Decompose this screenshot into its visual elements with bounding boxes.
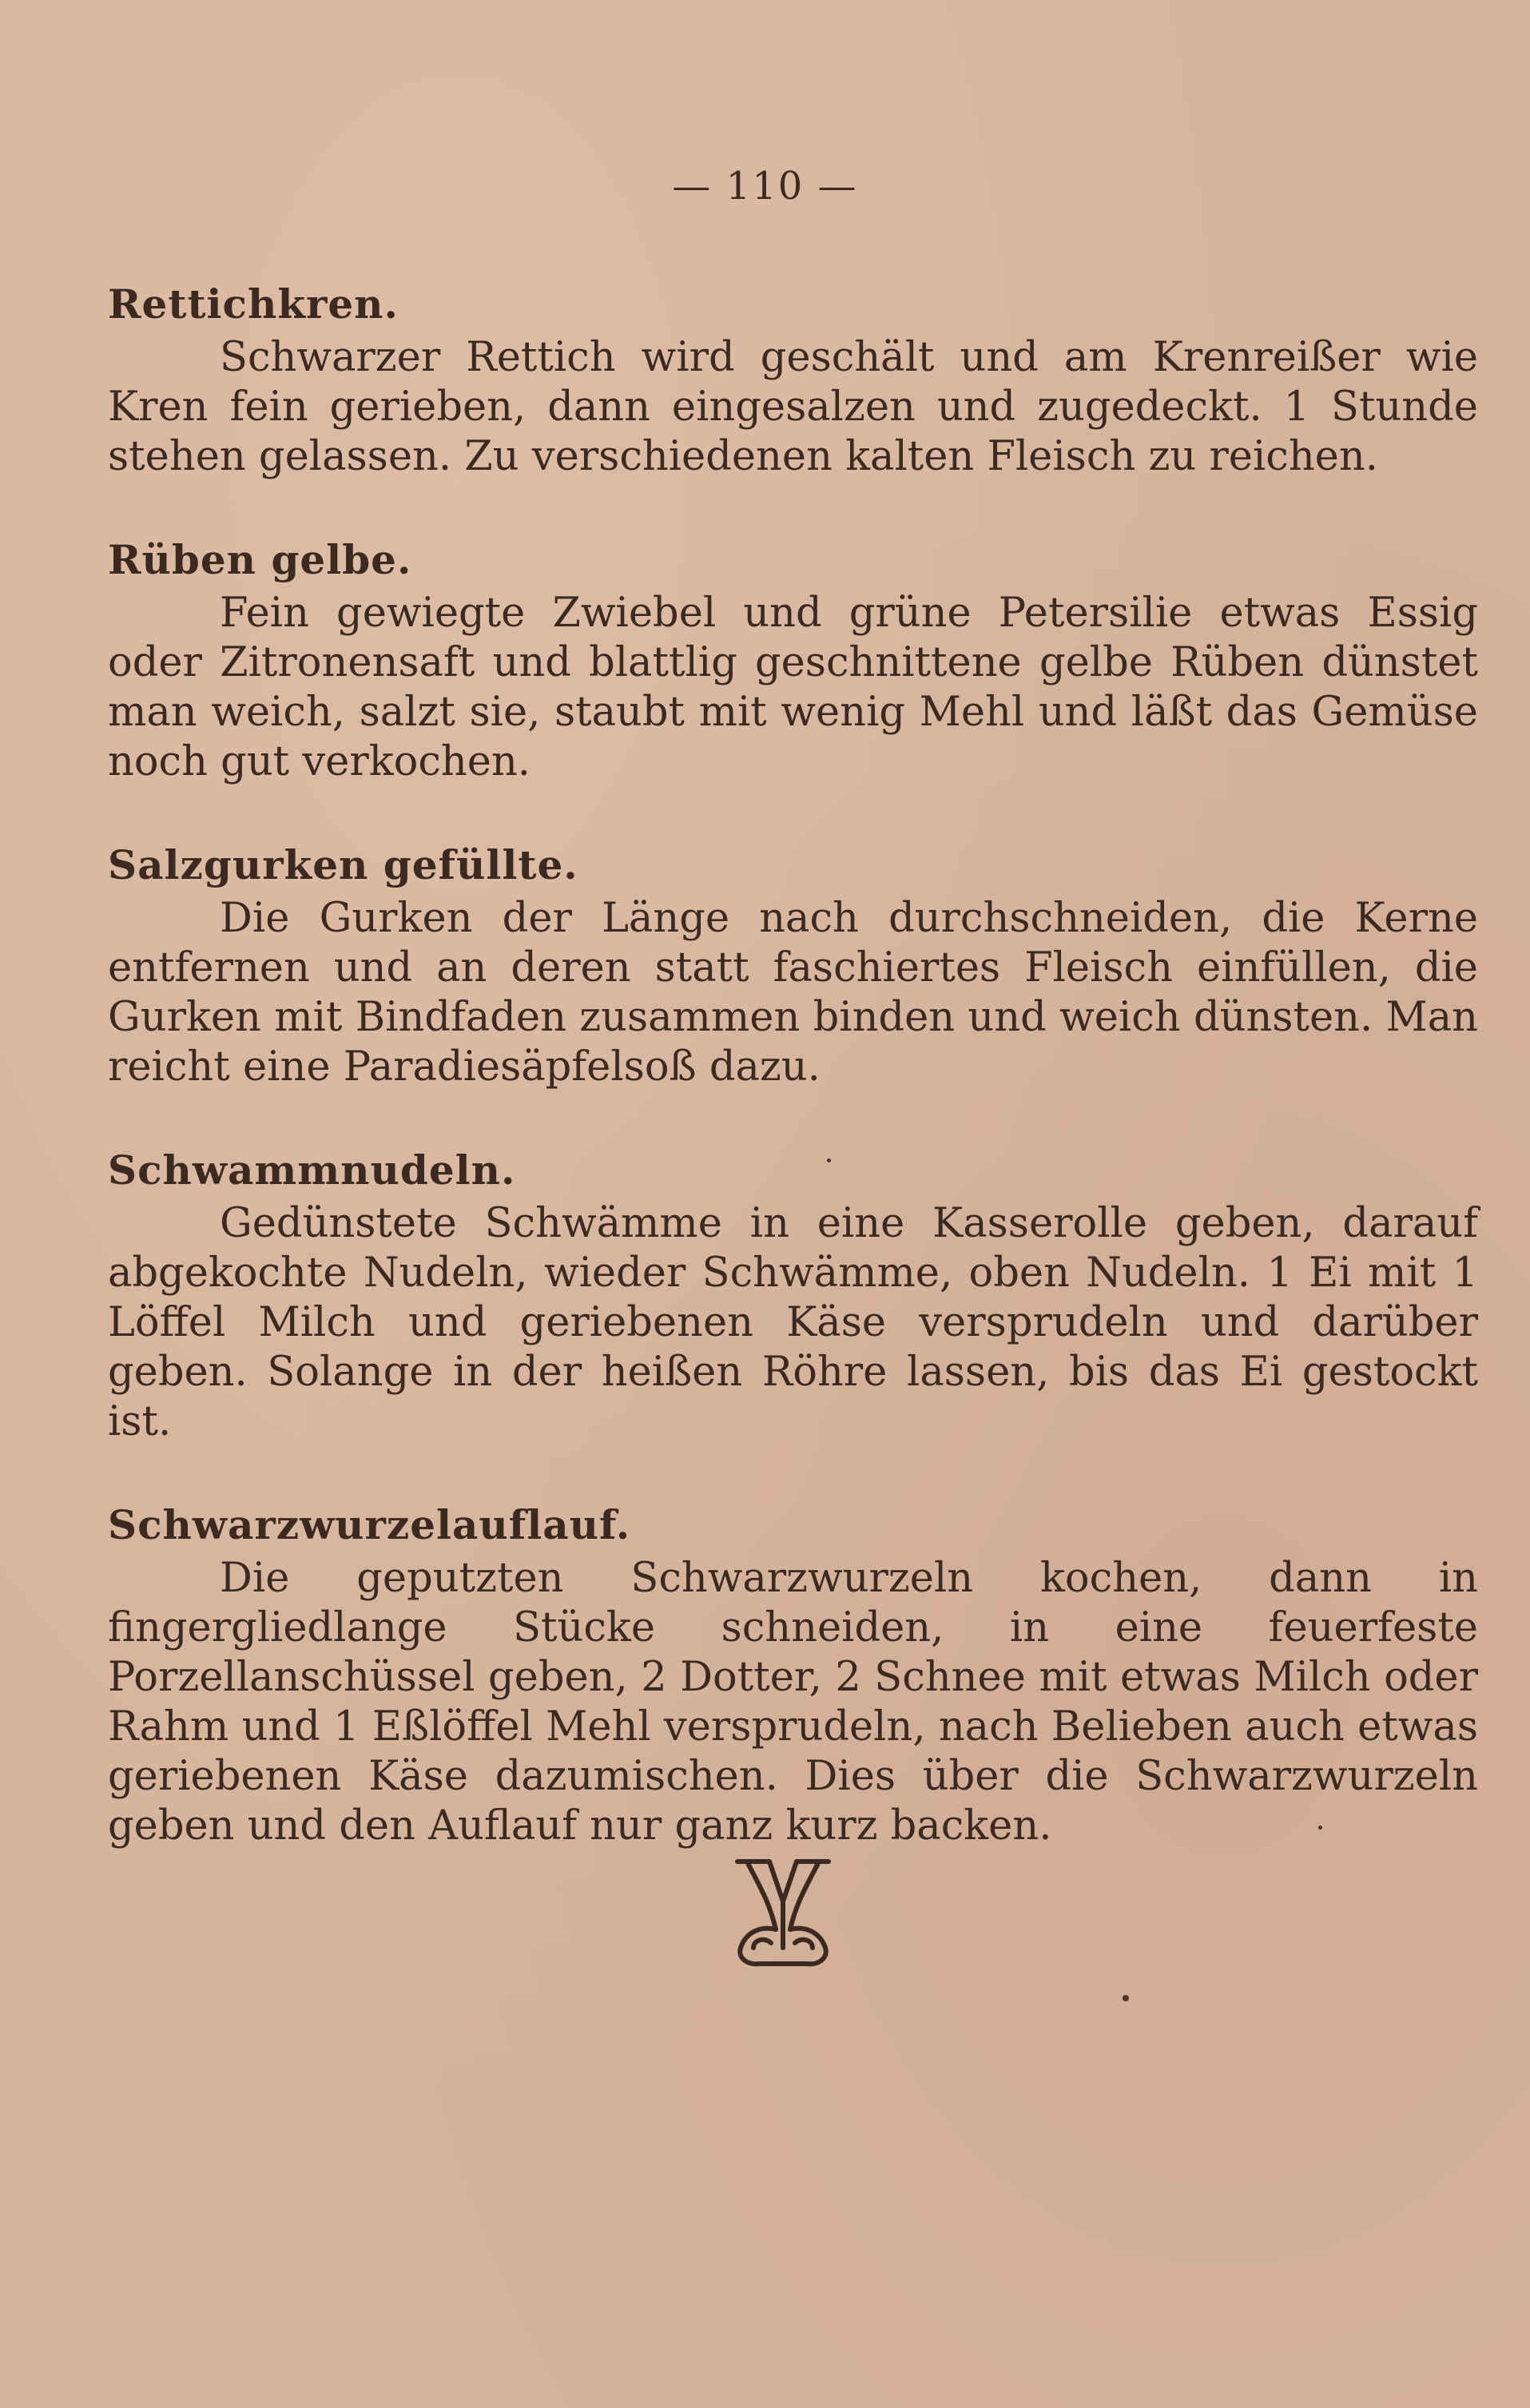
recipe-schwammnudeln xyxy=(108,1142,1478,1447)
recipe-title: Schwarzwurzelauflauf. xyxy=(108,1501,631,1548)
recipe-rueben-gelbe xyxy=(108,531,1478,787)
recipe-schwarzwurzelauflauf xyxy=(108,1496,1478,1851)
recipe-text: Fein gewiegte Zwiebel und grüne Petersilie etwas Essig oder Zitronensaft und blattlig geschnittene gelbe Rüben dünstet man weich, salzt sie, staubt mit wenig Mehl und läßt das Gemüse noch gut verkochen. xyxy=(108,590,1478,785)
recipe-title: Salzgurken gefüllte. xyxy=(108,841,578,888)
recipe-title: Rüben gelbe. xyxy=(108,536,412,583)
recipe-text: Die Gurken der Länge nach durchschneiden, die Kerne entfernen und an deren statt faschiertes Fleisch einfüllen, die Gurken mit Bindfaden zusammen binden und weich dünsten. Man reicht eine Paradiesäpfelsoß dazu. xyxy=(108,895,1478,1091)
recipe-text: Die geputzten Schwarzwurzeln kochen, dann in fingergliedlange Stücke schneiden, in eine feuerfeste Porzellanschüssel geben, 2 Dotter, 2 Schnee mit etwas Milch oder Rahm und 1 Eßlöffel Mehl versprudeln, nach Belieben auch etwas geriebenen Käse dazumischen. Dies über die Schwarzwurzeln geben und den Auflauf nur ganz kurz backen. xyxy=(108,1555,1478,1850)
paper-speck xyxy=(827,1158,831,1162)
recipe-salzgurken xyxy=(108,836,1478,1092)
paper-speck xyxy=(1123,1995,1129,2001)
recipe-title: Schwammnudeln. xyxy=(108,1146,516,1194)
recipe-title: Rettichkren. xyxy=(108,280,399,328)
recipe-rettichkren xyxy=(108,276,1478,482)
art-nouveau-tulip-ornament-icon xyxy=(723,1854,843,1973)
recipe-text: Schwarzer Rettich wird geschält und am Krenreißer wie Kren fein gerieben, dann eingesalzen und zugedeckt. 1 Stunde stehen gelassen. Zu verschiedenen kalten Fleisch zu reichen. xyxy=(108,334,1478,480)
page-number: — 110 — xyxy=(672,164,858,209)
recipe-list xyxy=(108,276,1478,1901)
recipe-text: Gedünstete Schwämme in eine Kasserolle geben, darauf abgekochte Nudeln, wieder Schwämme, oben Nudeln. 1 Ei mit 1 Löffel Milch und geriebenen Käse versprudeln und darüber geben. Solange in der heißen Röhre lassen, bis das Ei gestockt ist. xyxy=(108,1200,1478,1445)
paper-speck xyxy=(1318,1826,1322,1830)
